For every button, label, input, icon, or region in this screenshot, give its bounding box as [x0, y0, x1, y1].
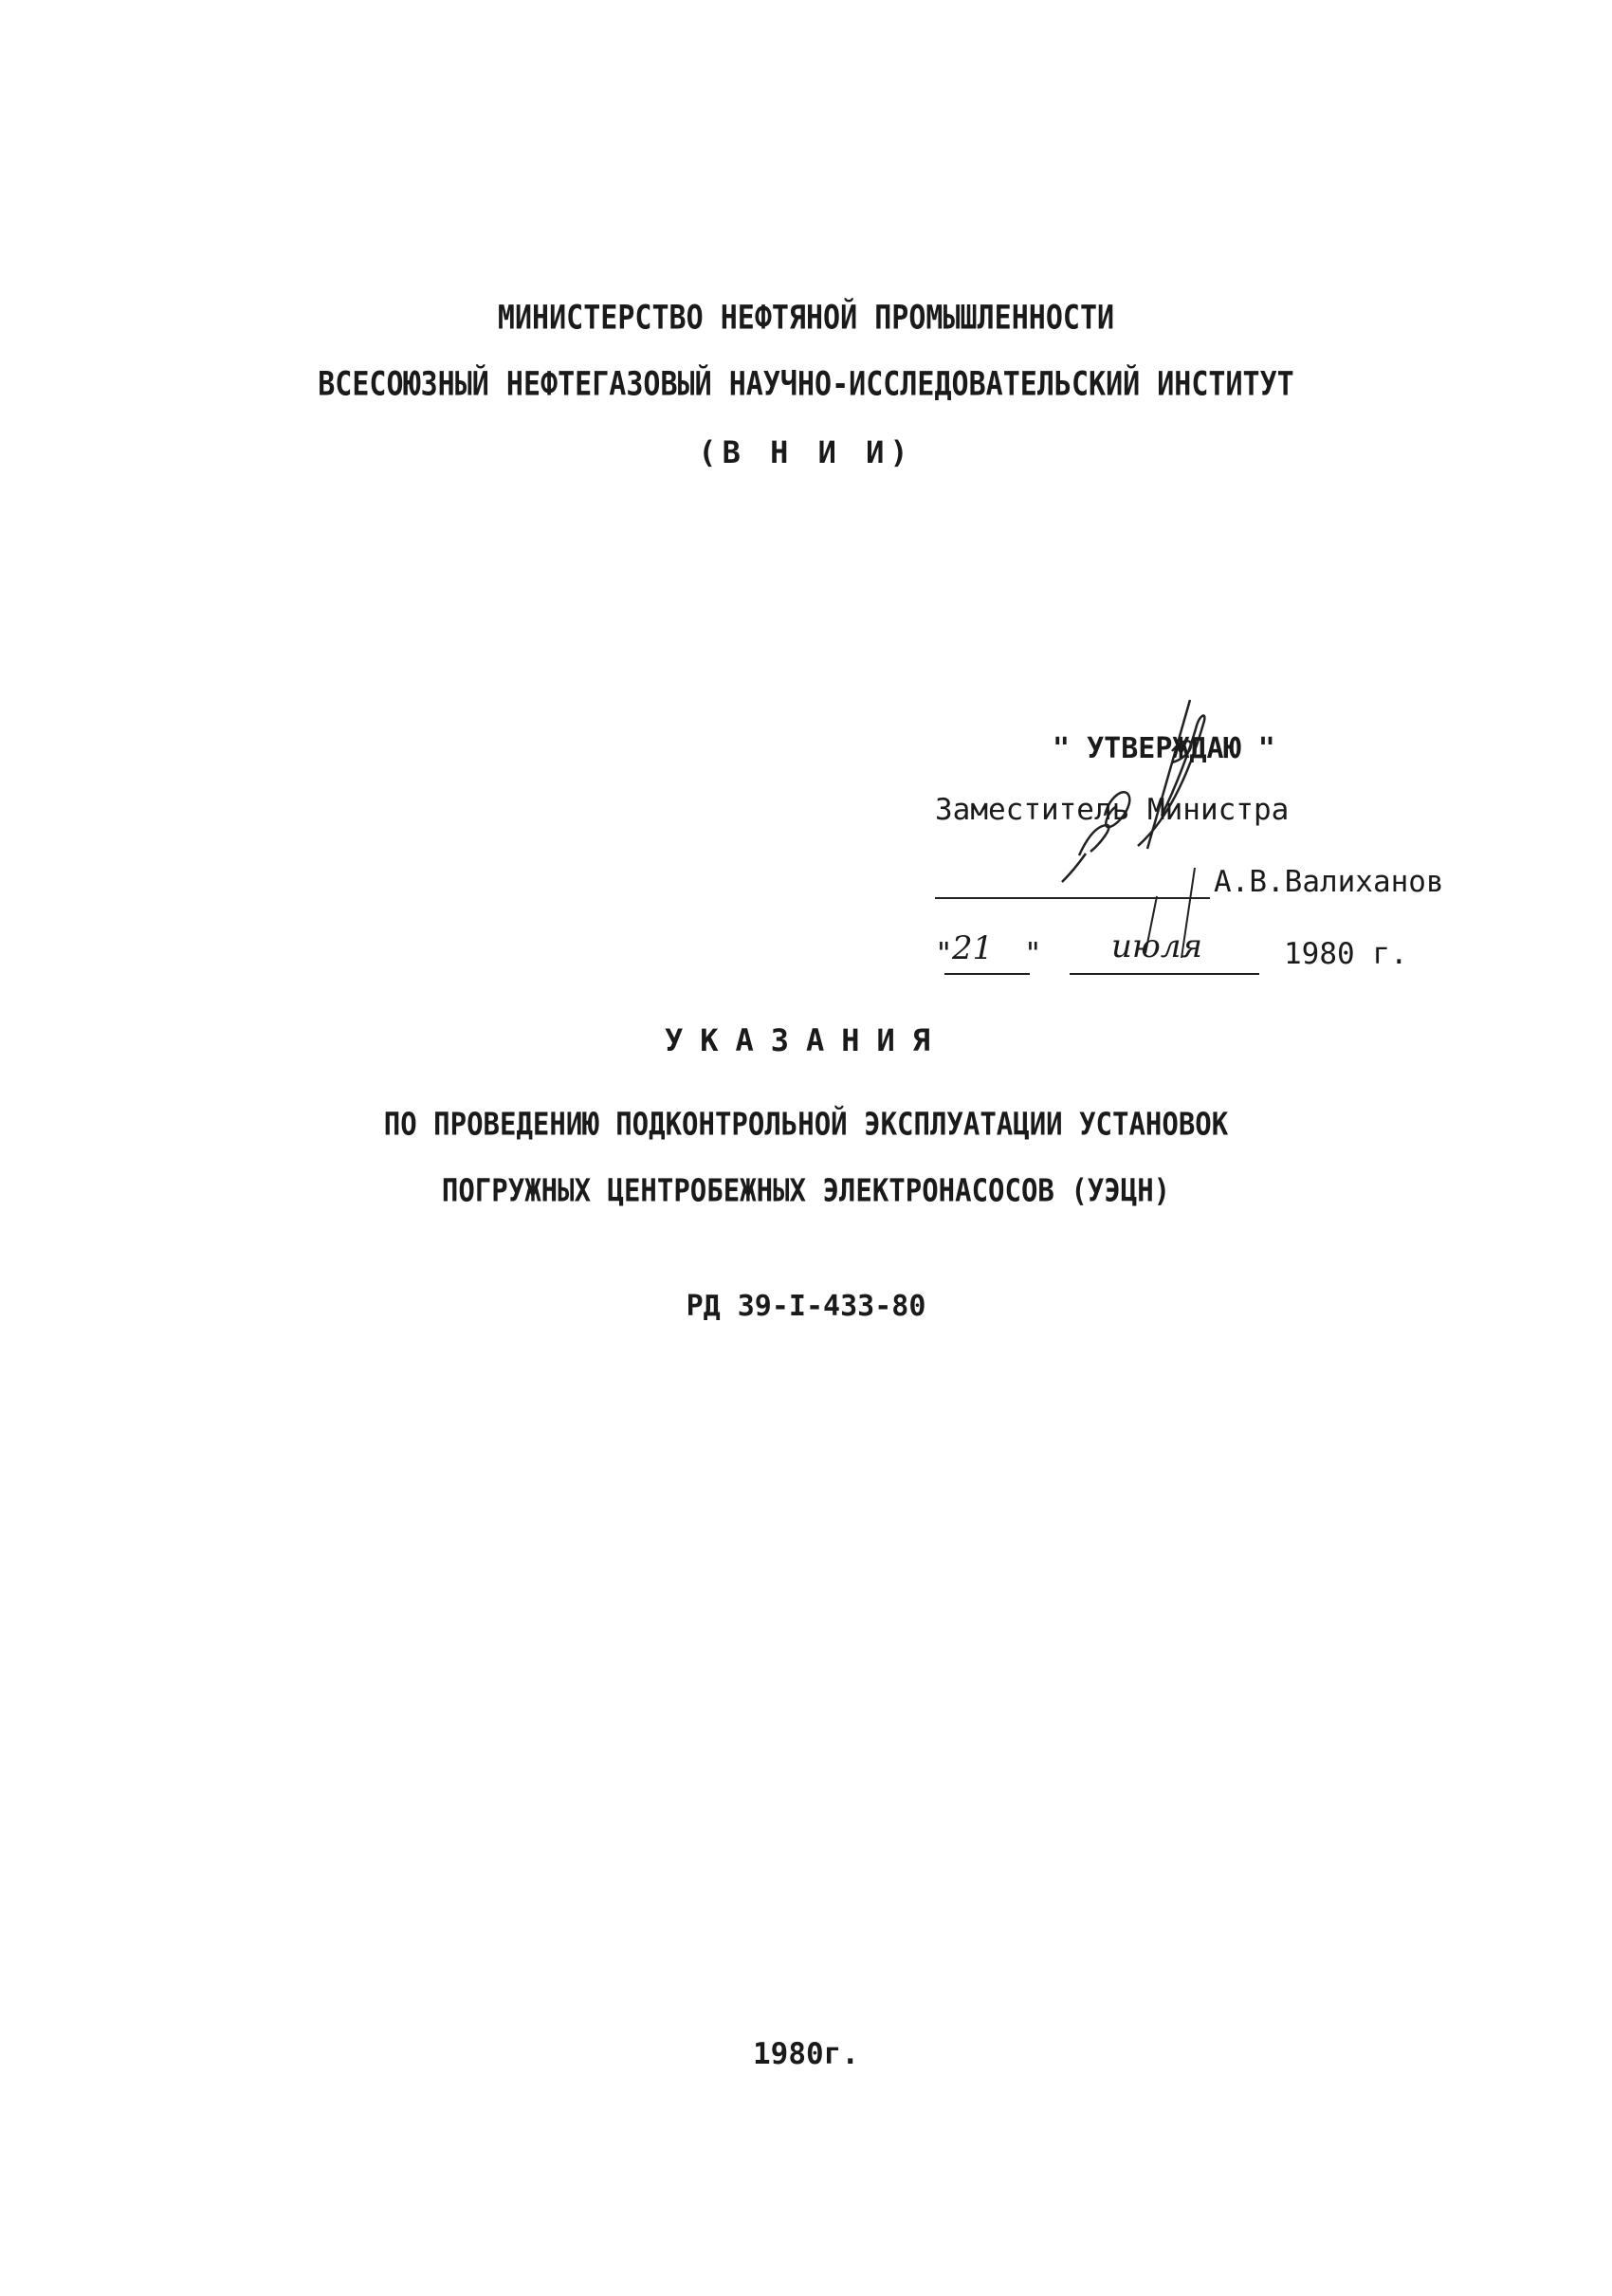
date-month-underline: [1070, 973, 1259, 975]
publication-year: 1980г.: [753, 2037, 859, 2071]
document-code: РД 39-I-433-80: [686, 1290, 926, 1323]
approver-name: А.В.Валиханов: [1214, 865, 1444, 899]
document-subtitle-line-1: ПО ПРОВЕДЕНИЮ ПОДКОНТРОЛЬНОЙ ЭКСПЛУАТАЦИИ УСТАНОВОК: [383, 1105, 1229, 1143]
date-day-underline: [944, 973, 1030, 975]
date-year: 1980 г.: [1284, 937, 1408, 971]
date-month: июля: [1111, 928, 1202, 965]
date-day: 21: [952, 929, 994, 967]
approval-block: [929, 721, 1498, 1005]
date-open-quote: ": [935, 937, 953, 971]
approver-position: Заместитель Министра: [935, 793, 1290, 827]
date-close-quote: ": [1024, 937, 1042, 971]
signature-underline: [935, 897, 1210, 899]
document-subtitle-line-2: ПОГРУЖНЫХ ЦЕНТРОБЕЖНЫХ ЭЛЕКТРОНАСОСОВ (УЭЦН): [441, 1171, 1171, 1209]
approval-stamp: " УТВЕРЖДАЮ ": [1053, 732, 1275, 765]
institute-abbreviation: (В Н И И): [698, 434, 914, 470]
document-title: УКАЗАНИЯ: [664, 1022, 948, 1058]
ministry-heading: МИНИСТЕРСТВО НЕФТЯНОЙ ПРОМЫШЛЕННОСТИ: [497, 299, 1115, 338]
institute-heading: ВСЕСОЮЗНЫЙ НЕФТЕГАЗОВЫЙ НАУЧНО-ИССЛЕДОВАТЕЛЬСКИЙ ИНСТИТУТ: [318, 365, 1294, 404]
